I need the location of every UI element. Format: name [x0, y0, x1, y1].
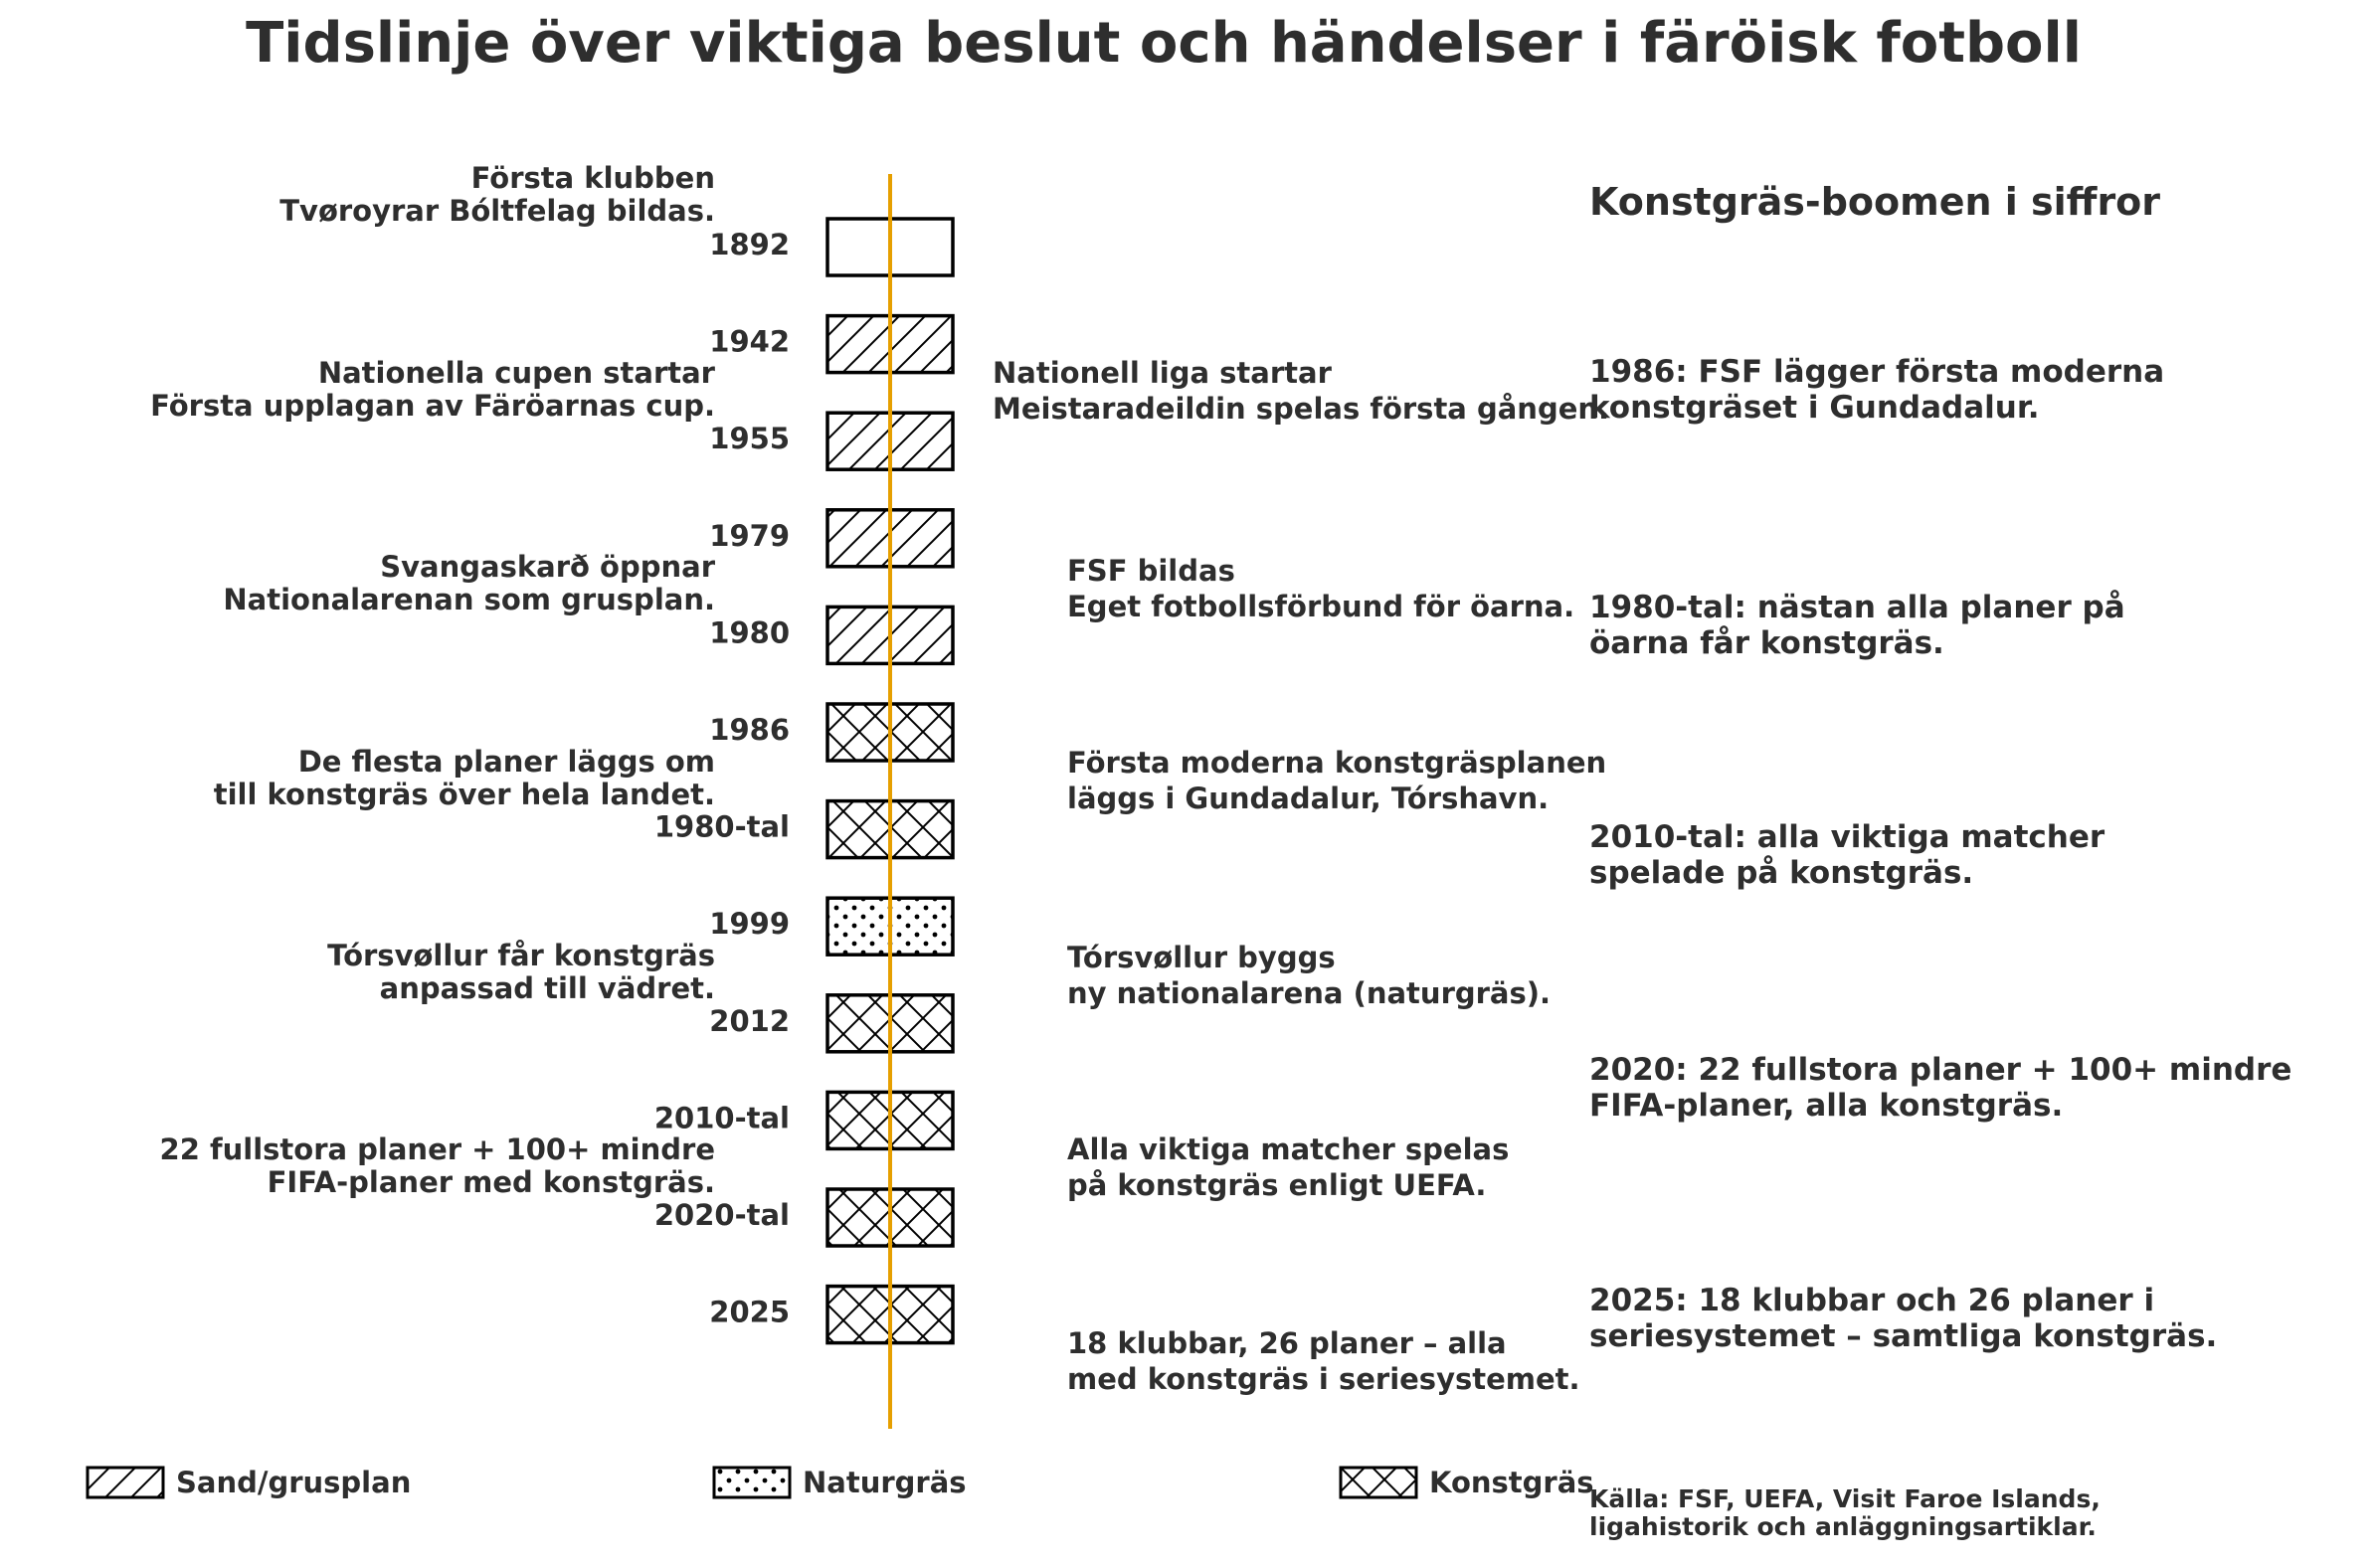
- legend-swatch: [1341, 1468, 1416, 1497]
- right-annotations: [993, 356, 1609, 1396]
- left-annotation-line: Nationella cupen startar: [317, 356, 715, 390]
- legend-label: Naturgräs: [803, 1466, 967, 1499]
- year-label: 1980-tal: [653, 809, 790, 844]
- legend: [88, 1466, 1594, 1499]
- year-label: 1999: [709, 907, 790, 942]
- left-annotation-line: Första upplagan av Färöarnas cup.: [150, 389, 715, 423]
- side-panel-fact-line: 2020: 22 fullstora planer + 100+ mindre: [1589, 1052, 2292, 1088]
- legend-swatch: [88, 1468, 163, 1497]
- source-line: ligahistorik och anläggningsartiklar.: [1589, 1512, 2097, 1541]
- side-panel-fact-line: FIFA-planer, alla konstgräs.: [1589, 1088, 2064, 1124]
- left-annotation-line: Första klubben: [470, 161, 715, 195]
- right-annotation-line: 18 klubbar, 26 planer – alla: [1067, 1326, 1507, 1360]
- left-annotation-line: De flesta planer läggs om: [297, 745, 715, 779]
- side-panel-fact-line: konstgräset i Gundadalur.: [1589, 390, 2040, 426]
- side-panel-fact-line: seriesystemet – samtliga konstgräs.: [1589, 1318, 2218, 1354]
- right-annotation-line: Meistaradeildin spelas första gången.: [993, 392, 1610, 426]
- left-annotation-line: 22 fullstora planer + 100+ mindre: [159, 1132, 715, 1166]
- chart-title: Tidslinje över viktiga beslut och händelser i färöisk fotboll: [246, 11, 2082, 76]
- year-label: 1979: [709, 518, 790, 553]
- side-panel-fact-line: 1986: FSF lägger första moderna: [1589, 354, 2165, 390]
- right-annotation-line: Eget fotbollsförbund för öarna.: [1067, 590, 1575, 623]
- left-annotations: [150, 161, 716, 1199]
- right-annotation-line: läggs i Gundadalur, Tórshavn.: [1067, 782, 1550, 815]
- year-label: 2012: [709, 1003, 790, 1038]
- year-label: 1955: [709, 422, 790, 456]
- right-annotation-line: på konstgräs enligt UEFA.: [1067, 1168, 1487, 1202]
- year-label: 2020-tal: [653, 1198, 790, 1232]
- year-label: 2010-tal: [653, 1101, 790, 1135]
- left-annotation-line: Svangaskarð öppnar: [380, 550, 715, 584]
- left-annotation-line: FIFA-planer med konstgräs.: [267, 1165, 715, 1199]
- side-panel-fact-line: 1980-tal: nästan alla planer på: [1589, 590, 2125, 625]
- right-annotation-line: Första moderna konstgräsplanen: [1067, 746, 1607, 780]
- left-annotation-line: Tvøroyrar Bóltfelag bildas.: [279, 194, 715, 228]
- right-annotation-line: med konstgräs i seriesystemet.: [1067, 1362, 1580, 1396]
- year-label: 1980: [709, 615, 790, 650]
- left-annotation-line: Tórsvøllur får konstgräs: [327, 939, 715, 972]
- legend-label: Sand/grusplan: [176, 1466, 412, 1499]
- side-panel-fact-line: 2025: 18 klubbar och 26 planer i: [1589, 1283, 2155, 1318]
- year-label: 2025: [709, 1295, 790, 1329]
- year-label: 1942: [709, 324, 790, 359]
- left-annotation-line: till konstgräs över hela landet.: [213, 778, 715, 811]
- source-note: [1589, 1484, 2101, 1541]
- right-annotation-line: FSF bildas: [1067, 554, 1235, 588]
- side-panel-title: Konstgräs-boomen i siffror: [1589, 180, 2161, 224]
- year-label: 1986: [709, 713, 790, 747]
- left-annotation-line: Nationalarenan som grusplan.: [223, 583, 715, 616]
- side-panel-fact-line: öarna får konstgräs.: [1589, 625, 1944, 661]
- side-panel-facts: [1589, 354, 2291, 1354]
- legend-swatch: [714, 1468, 790, 1497]
- right-annotation-line: Alla viktiga matcher spelas: [1067, 1132, 1510, 1166]
- left-annotation-line: anpassad till vädret.: [379, 971, 715, 1005]
- side-panel-fact-line: spelade på konstgräs.: [1589, 855, 1974, 891]
- right-annotation-line: Nationell liga startar: [993, 356, 1332, 390]
- source-line: Källa: FSF, UEFA, Visit Faroe Islands,: [1589, 1484, 2101, 1513]
- side-panel-fact-line: 2010-tal: alla viktiga matcher: [1589, 819, 2105, 855]
- right-annotation-line: ny nationalarena (naturgräs).: [1067, 976, 1552, 1010]
- right-annotation-line: Tórsvøllur byggs: [1067, 941, 1336, 974]
- legend-label: Konstgräs: [1429, 1466, 1594, 1499]
- year-label: 1892: [709, 228, 790, 261]
